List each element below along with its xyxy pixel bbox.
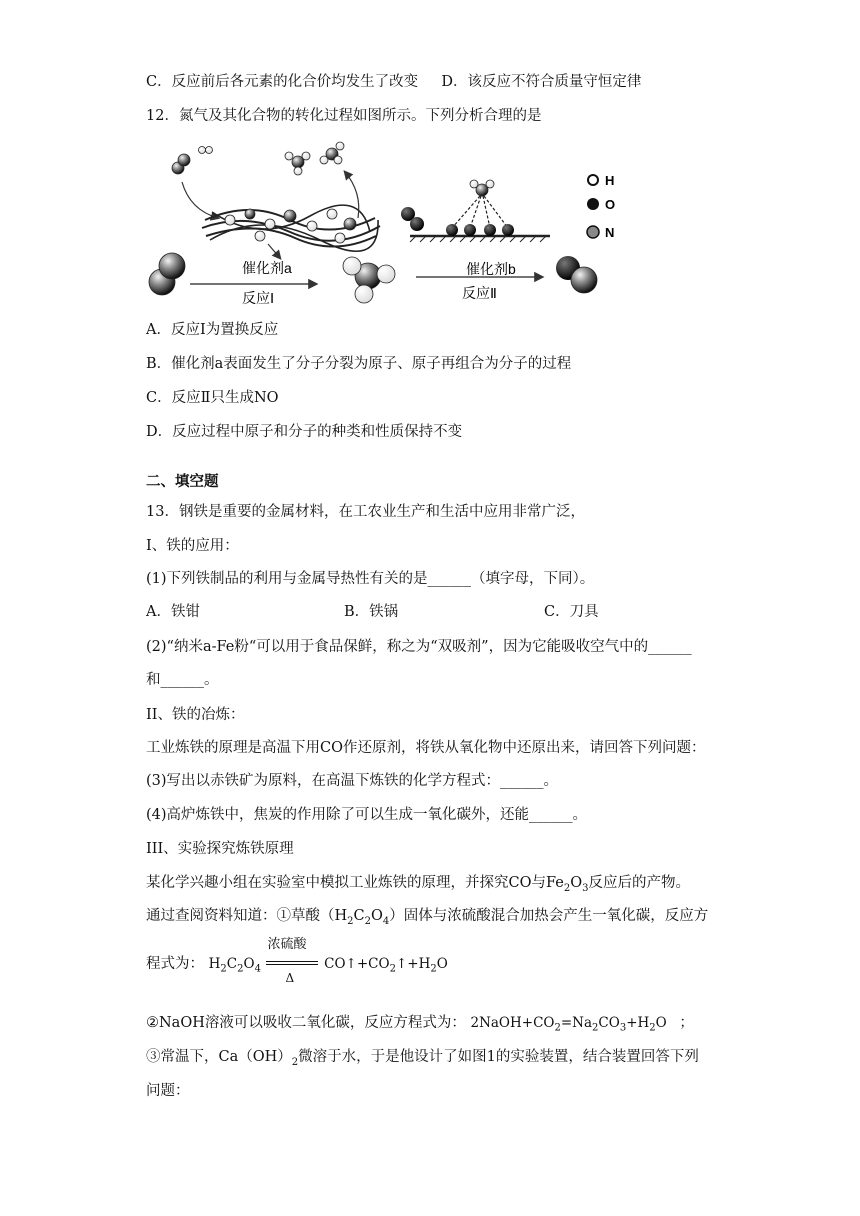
q11-option-row xyxy=(146,72,641,92)
legend-item-h xyxy=(588,173,614,188)
catalyst-b-surface xyxy=(401,180,550,242)
h2-molecule-small xyxy=(199,147,213,154)
svg-text:O: O xyxy=(605,197,616,212)
q11-option-d: D．该反应不符合质量守恒定律 xyxy=(441,74,642,90)
catalyst-a-surface xyxy=(202,205,380,251)
q13-info-3-cont: 问题： xyxy=(146,1083,190,1099)
q11-option-c: C．反应前后各元素的化合价均发生了改变 xyxy=(146,74,419,90)
q13-part3-title: III、实验探究炼铁原理 xyxy=(146,841,294,857)
q13-q1-option-a: A．铁钳 xyxy=(146,604,200,620)
q13-question-4: (4)高炉炼铁中，焦炭的作用除了可以生成一氧化碳外，还能______。 xyxy=(146,807,588,823)
q12-option-a: A．反应Ⅰ为置换反应 xyxy=(146,322,279,338)
nitrogen-conversion-diagram xyxy=(140,140,630,310)
q12-option-b: B．催化剂a表面发生了分子分裂为原子、原子再组合为分子的过程 xyxy=(146,356,572,372)
q13-question-2-line1: (2)“纳米a-Fe粉“可以用于食品保鲜，称之为“双吸剂”，因为它能吸收空气中的______ xyxy=(146,639,692,655)
q13-part1-title: I、铁的应用： xyxy=(146,538,239,554)
nh3-molecule-large xyxy=(343,257,395,303)
desorb-arrow xyxy=(345,172,359,218)
q12-option-c: C．反应Ⅱ只生成NO xyxy=(146,390,279,406)
q13-question-3: (3)写出以赤铁矿为原料，在高温下炼铁的化学方程式：______。 xyxy=(146,773,559,789)
q13-q1-options xyxy=(146,602,706,622)
q13-q1-option-b: B．铁锅 xyxy=(344,604,399,620)
n2-molecule-small xyxy=(172,154,190,174)
equation-1-formula: $H_2C_2O_4$ xyxy=(208,956,261,975)
q12-stem: 12．氮气及其化合物的转化过程如图所示。下列分析合理的是 xyxy=(146,108,542,124)
q13-stem: 13．钢铁是重要的金属材料，在工农业生产和生活中应用非常广泛， xyxy=(146,504,585,520)
equation-2-formula: $2NaOH+CO_2=Na_2CO_3+H_2O$ xyxy=(470,1015,667,1034)
reaction-2-label: 反应Ⅱ xyxy=(462,285,497,301)
q12-option-d: D．反应过程中原子和分子的种类和性质保持不变 xyxy=(146,424,463,440)
q13-equation-2: ②NaOH溶液可以吸收二氧化碳，反应方程式为： $2NaOH+CO_2=Na_2CO_3+H_2O$ ； xyxy=(146,1015,694,1034)
svg-text:N: N xyxy=(605,225,615,240)
nh3-molecule-top-a xyxy=(285,152,310,175)
q13-part2-title: II、铁的冶炼： xyxy=(146,707,245,723)
n2-molecule-large xyxy=(149,253,185,295)
equation-1-condition: 浓硫酸 Δ xyxy=(266,954,320,974)
legend-item-o xyxy=(587,197,615,212)
q13-part2-text: 工业炼铁的原理是高温下用CO作还原剂，将铁从氧化物中还原出来，请回答下列问题： xyxy=(146,740,706,756)
q13-equation-1: 程式为： $H_2C_2O_4$ 浓硫酸 Δ $CO↑+CO_2↑+H_2O$ xyxy=(146,937,448,985)
atom-legend xyxy=(585,170,665,250)
down-arrow xyxy=(268,244,280,258)
q13-q1-option-c: C．刀具 xyxy=(544,604,599,620)
q13-info-3: ③常温下，$Ca(OH)_2$微溶于水，于是他设计了如图1的实验装置，结合装置回答下列 xyxy=(146,1049,699,1068)
no-molecule xyxy=(556,256,597,293)
catalyst-b-label: 催化剂b xyxy=(466,261,516,277)
reaction-1-label: 反应Ⅰ xyxy=(242,290,275,306)
q13-question-2-line2: 和______。 xyxy=(146,672,219,688)
q13-info-1: 通过查阅资料知道：①草酸$(H_2C_2O_4)$固体与浓硫酸混合加热会产生一氧化碳，反应方 xyxy=(146,908,709,927)
q13-part3-text: 某化学兴趣小组在实验室中模拟工业炼铁的原理，并探究CO与$Fe_2O_3$反应后的产物。 xyxy=(146,875,690,894)
q13-question-1: (1)下列铁制品的利用与金属导热性有关的是______（填字母，下同）。 xyxy=(146,571,595,587)
section-title: 二、填空题 xyxy=(146,473,219,490)
svg-text:H: H xyxy=(605,173,615,188)
catalyst-a-label: 催化剂a xyxy=(242,260,292,276)
legend-item-n xyxy=(587,225,614,240)
nh3-molecule-top-b xyxy=(320,142,344,164)
